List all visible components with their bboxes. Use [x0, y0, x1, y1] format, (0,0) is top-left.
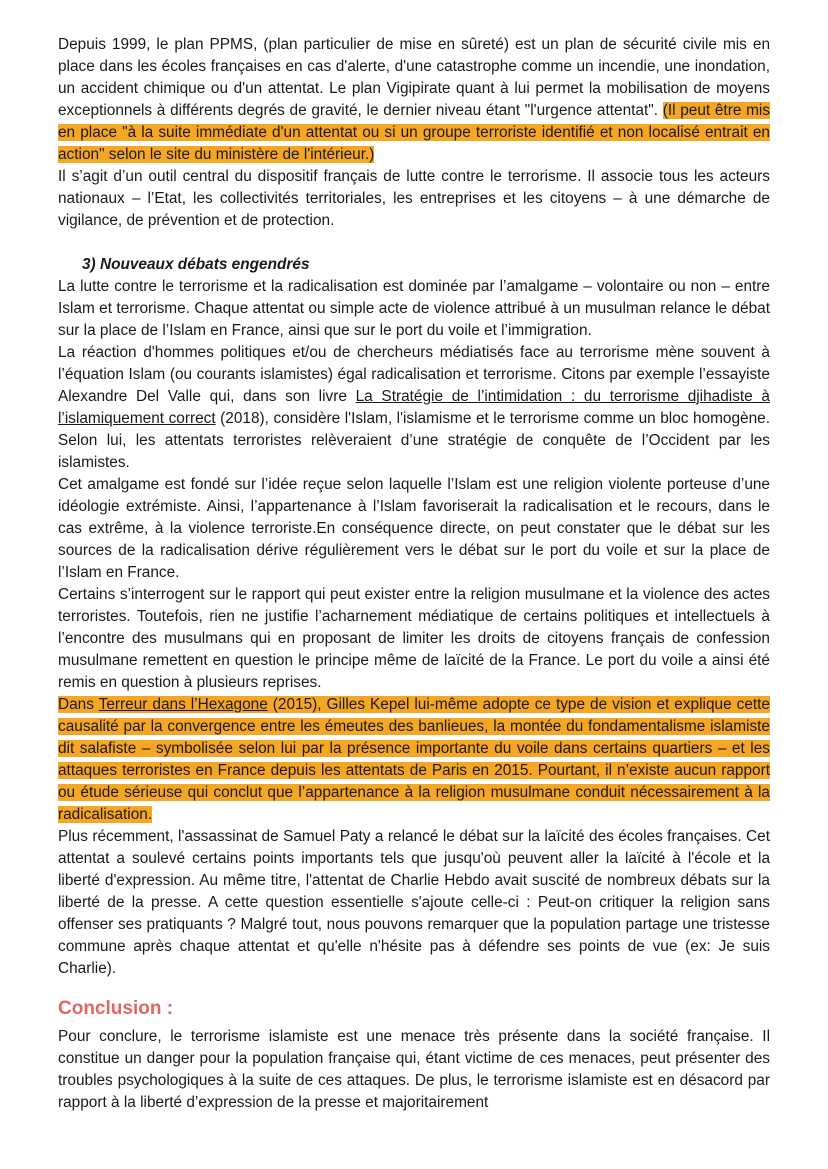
- section-heading-nouveaux-debats: 3) Nouveaux débats engendrés: [82, 256, 310, 273]
- paragraph-del-valle-text-end: (2018), considère l'Islam, l'islamisme et le terrorisme comme un bloc homogène. Selon lui, les attentats terroristes relèveraient d’une stratégie de conquête de l’Occident par les islamistes.: [58, 410, 770, 471]
- intro-paragraph-ppms: [58, 34, 770, 166]
- book-title-terreur-hexagone: Terreur dans l’Hexagone: [98, 696, 268, 713]
- conclusion-paragraph: Pour conclure, le terrorisme islamiste est une menace très présente dans la société française. Il constitue un danger pour la population française qui, étant victime de ces menaces, peut présenter des troubles psychologiques à la suite de ces attaques. De plus, le terrorisme islamiste est en désacord par rapport à la liberté d’expression de la presse et majoritairement: [58, 1028, 770, 1111]
- paragraph-kepel: [58, 694, 770, 826]
- highlighted-kepel-start: Dans: [58, 696, 99, 713]
- highlighted-kepel-text: (2015), Gilles Kepel lui-même adopte ce type de vision et explique cette causalité par la convergence entre les émeutes des banlieues, la montée du fondamentalisme islamiste dit salafiste – symbolisée selon lui par la présence importante du voile dans certains quartiers – et les attaques terroristes en France depuis les attentats de Paris en 2015. Pourtant, il n’existe aucun rapport ou étude sérieuse qui conclut que l’appartenance à la religion musulmane conduit nécessairement à la radicalisation.: [58, 696, 770, 823]
- book-title-strategie-intimidation: La Stratégie de l’intimidation : du terrorisme djihadiste à l’islamiquement correct: [58, 388, 770, 427]
- highlighted-quote-ministere: (Il peut être mis en place "à la suite immédiate d'un attentat ou si un groupe terroriste identifié et non localisé entrait en action" selon le site du ministère de l'intérieur.): [58, 102, 771, 163]
- paragraph-samuel-paty: Plus récemment, l'assassinat de Samuel Paty a relancé le débat sur la laïcité des écoles françaises. Cet attentat a soulevé certains points importants tels que jusqu'où peuvent aller la laïcité à l'école et la liberté d'expression. Au même titre, l'attentat de Charlie Hebdo avait suscité de nombreux débats sur la liberté de la presse. A cette question essentielle s'ajoute celle-ci : Peut-on critiquer la religion sans offenser ses pratiquants ? Malgré tout, nous pouvons remarquer que la population partage une tristesse commune après chaque attentat et qu'elle n'hésite pas à défendre ses points de vue (ex: Je suis Charlie).: [58, 828, 770, 977]
- intro-paragraph-vigipirate: Il s’agit d’un outil central du dispositif français de lutte contre le terrorisme. Il associe tous les acteurs nationaux – l’Etat, les collectivités territoriales, les entreprises et les citoyens – à une démarche de vigilance, de prévention et de protection.: [58, 168, 770, 229]
- paragraph-amalgame: La lutte contre le terrorisme et la radicalisation est dominée par l’amalgame – volontaire ou non – entre Islam et terrorisme. Chaque attentat ou simple acte de violence attribué à un musulman relance le débat sur la place de l’Islam en France, ainsi que sur le port du voile et l’immigration.: [58, 278, 770, 339]
- intro-paragraph-ppms-text: Depuis 1999, le plan PPMS, (plan particulier de mise en sûreté) est un plan de sécurité civile mis en place dans les écoles françaises en cas d'alerte, d'une catastrophe comme un incendie, une inondation, un accident chimique ou d'un attentat. Le plan Vigipirate quant à lui permet la mobilisation de moyens exceptionnels à différents degrés de gravité, le dernier niveau étant "l'urgence attentat".: [58, 36, 770, 119]
- conclusion-title: Conclusion :: [58, 998, 174, 1019]
- paragraph-idee-recue: Cet amalgame est fondé sur l’idée reçue selon laquelle l’Islam est une religion violente porteuse d’une idéologie extrémiste. Ainsi, l’appartenance à l’Islam favoriserait la radicalisation et le recours, dans le cas extrême, à la violence terroriste.En conséquence directe, on peut constater que le débat sur les sources de la radicalisation dérive régulièrement vers le débat sur le port du voile et sur la place de l’Islam en France.: [58, 476, 770, 581]
- paragraph-religion-violence: Certains s’interrogent sur le rapport qui peut exister entre la religion musulmane et la violence des actes terroristes. Toutefois, rien ne justifie l’acharnement médiatique de certains politiques et intellectuels à l’encontre des musulmans qui en proposant de limiter les droits de citoyens français de confession musulmane remettent en question le principe même de laïcité de la France. Le port du voile a ainsi été remis en question à plusieurs reprises.: [58, 586, 770, 691]
- paragraph-del-valle-text: La réaction d'hommes politiques et/ou de chercheurs médiatisés face au terrorisme mène souvent à l’équation Islam (ou courants islamistes) égal radicalisation et terrorisme. Citons par exemple l’essayiste Alexandre Del Valle qui, dans son livre: [58, 344, 770, 405]
- paragraph-del-valle: [58, 342, 770, 474]
